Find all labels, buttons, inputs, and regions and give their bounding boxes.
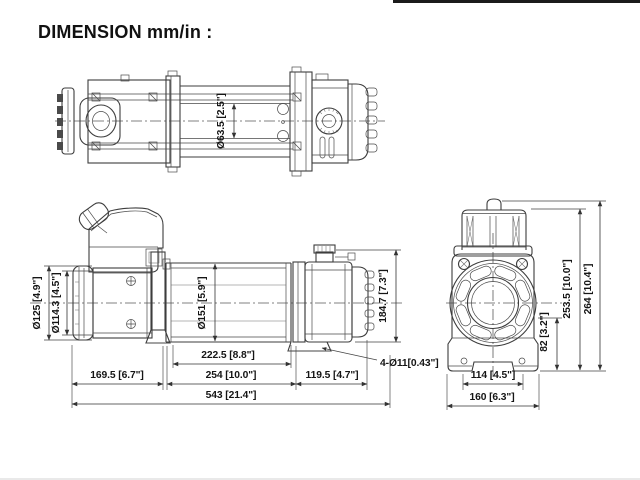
dim-label-overall-length: 543 [21.4"] [205,390,257,401]
top-view-drawing [55,67,385,176]
callout-mounting-holes [322,348,439,369]
page-title: DIMENSION mm/in : [38,22,213,42]
dim-front-widths [447,370,539,410]
dim-label-motor-section-length: 169.5 [6.7"] [90,370,144,381]
dim-label-gearbox-section-length: 119.5 [4.7"] [305,370,359,381]
dim-label-side-height: 184.7 [7.3"] [378,269,389,323]
dim-drum-flange-diameter [197,264,215,341]
dim-label-motor-body-diameter: Ø114.3 [4.5"] [51,272,62,334]
motor-block-top [80,75,301,163]
rope-drum-side [166,263,291,342]
bolt-cross [127,277,136,329]
finned-end-cap-top [348,84,377,160]
gear-housing-side [305,245,355,342]
clutch-lever [76,200,111,233]
dim-label-drum-center-height: 82 [3.2"] [539,312,550,352]
dim-label-overall-width: 160 [6.3"] [469,392,515,403]
dim-side-lengths [72,340,390,408]
dim-label-drum-flange-diameter: Ø151 [5.9"] [197,276,208,330]
dim-label-mounting-bolt-spacing: 254 [10.0"] [205,370,257,381]
solenoid-breather [314,245,355,262]
dim-label-mounting-holes: 4-Ø11[0.43"] [380,358,439,369]
dim-label-drum-barrel-diameter: Ø63.5 [2.5"] [216,93,227,149]
finned-end-cap-side [352,267,374,337]
dim-label-motor-flange-diameter: Ø125 [4.9"] [32,276,43,330]
pull-handle [487,199,501,210]
control-box-side [76,200,170,272]
right-support-plate-side [288,262,331,351]
side-view-drawing [30,200,439,408]
dim-label-drum-length: 222.5 [8.8"] [201,350,255,361]
front-view-drawing [446,199,606,410]
rope-drum-top [180,86,290,157]
left-flange-plate-top [166,71,180,172]
dim-label-height-to-control-box: 253.5 [10.0"] [562,259,573,319]
dim-label-front-overall-height: 264 [10.4"] [583,263,594,315]
right-flange-plate-top [278,67,313,176]
bolt-squares [92,93,301,150]
dim-front-heights [502,201,606,371]
dim-label-foot-bolt-spacing: 114 [4.5"] [470,370,516,381]
gear-housing-top [312,74,348,163]
